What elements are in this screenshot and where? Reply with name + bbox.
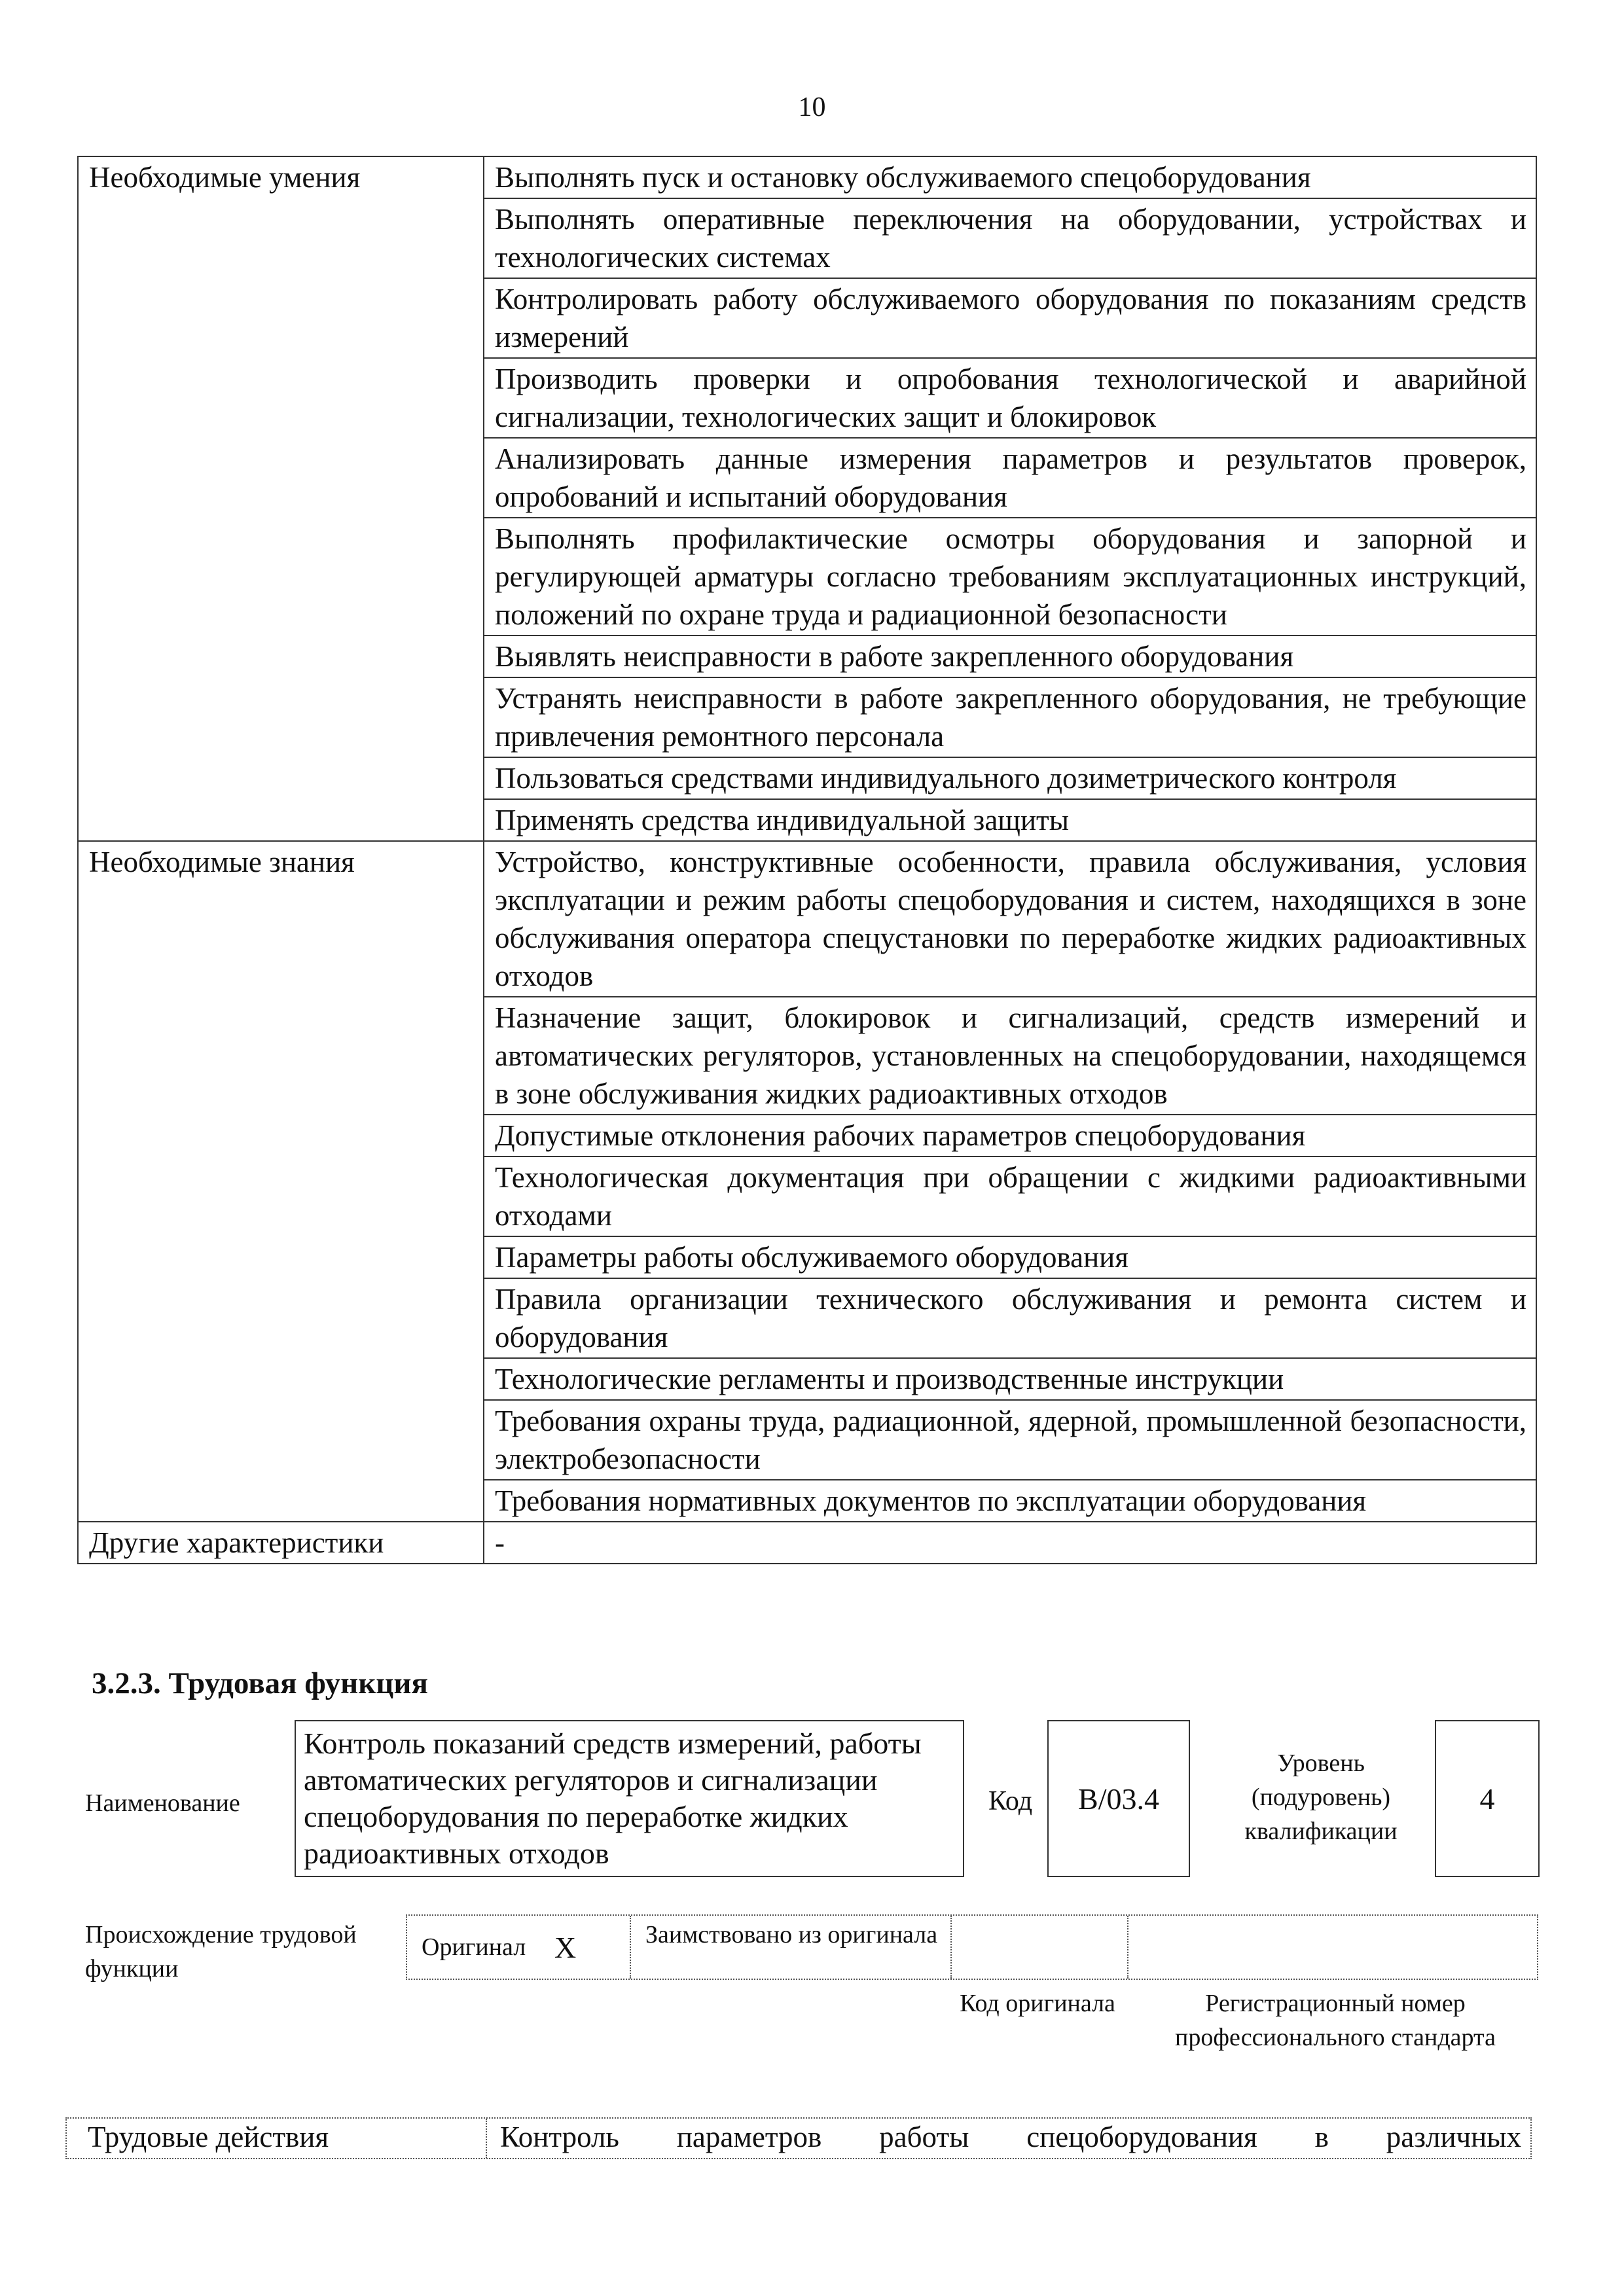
origin-label: Происхождение трудовой функции <box>85 1921 357 1982</box>
borrowed-label: Заимствовано из оригинала <box>630 1916 1350 1979</box>
code-label: Код <box>988 1786 1033 1816</box>
page-number: 10 <box>798 92 826 122</box>
registration-caption: Регистрационный номер профессионального стандарта <box>1175 1990 1496 2051</box>
labor-function-header <box>85 1720 1538 1882</box>
row-item: Выполнять оперативные переключения на оборудовании, устройствах и технологических системах <box>484 198 1536 278</box>
skills-knowledge-table <box>77 156 1537 1564</box>
row-item: Требования нормативных документов по эксплуатации оборудования <box>484 1480 1536 1522</box>
level-value: 4 <box>1435 1720 1540 1877</box>
row-item: Пользоваться средствами индивидуального дозиметрического контроля <box>484 757 1536 799</box>
row-item: Требования охраны труда, радиационной, ядерной, промышленной безопасности, электробезопасности <box>484 1400 1536 1480</box>
row-label: Другие характеристики <box>78 1522 484 1564</box>
row-item: Контролировать работу обслуживаемого оборудования по показаниям средств измерений <box>484 278 1536 358</box>
row-item: Устройство, конструктивные особенности, правила обслуживания, условия эксплуатации и режим работы спецоборудования и систем, находящихся в зоне обслуживания оператора спецустановки по переработке жидких радиоактивных отходов <box>484 841 1536 997</box>
row-label: Необходимые знания <box>78 841 484 1522</box>
row-item: Правила организации технического обслуживания и ремонта систем и оборудования <box>484 1278 1536 1358</box>
row-item: Производить проверки и опробования технологической и аварийной сигнализации, технологических защит и блокировок <box>484 358 1536 438</box>
table-row <box>78 841 1536 997</box>
row-item: Выполнять пуск и остановку обслуживаемого спецоборудования <box>484 156 1536 198</box>
row-item: Устранять неисправности в работе закрепленного оборудования, не требующие привлечения ремонтного персонала <box>484 677 1536 757</box>
actions-first-item: Контроль параметров работы спецоборудования в различных <box>500 2121 1521 2153</box>
original-mark: X <box>554 1930 577 1964</box>
row-item: - <box>484 1522 1536 1564</box>
table-row <box>78 156 1536 198</box>
level-label: Уровень (подуровень) квалификации <box>1244 1749 1398 1845</box>
code-value: B/03.4 <box>1047 1720 1190 1877</box>
name-label: Наименование <box>85 1789 240 1817</box>
row-item: Технологическая документация при обращении с жидкими радиоактивными отходами <box>484 1157 1536 1236</box>
row-item: Параметры работы обслуживаемого оборудования <box>484 1236 1536 1278</box>
row-label: Необходимые умения <box>78 156 484 841</box>
name-value: Контроль показаний средств измерений, работы автоматических регуляторов и сигнализации спецоборудования по переработке жидких радиоактивных отходов <box>295 1720 964 1877</box>
skills-table-body <box>78 156 1536 1564</box>
actions-separator <box>486 2119 487 2158</box>
origin-grid <box>406 1914 1538 1980</box>
code-caption: Код оригинала <box>960 1990 1115 2017</box>
table-row <box>78 1522 1536 1564</box>
actions-label: Трудовые действия <box>88 2121 329 2153</box>
row-item: Применять средства индивидуальной защиты <box>484 799 1536 841</box>
original-label: Оригинал <box>422 1933 526 1961</box>
row-item: Технологические регламенты и производственные инструкции <box>484 1358 1536 1400</box>
labor-actions-row <box>65 2117 1532 2159</box>
row-item: Допустимые отклонения рабочих параметров спецоборудования <box>484 1115 1536 1157</box>
row-item: Назначение защит, блокировок и сигнализаций, средств измерений и автоматических регуляторов, установленных на спецоборудовании, находящемся в зоне обслуживания жидких радиоактивных отходов <box>484 997 1536 1115</box>
section-heading: 3.2.3. Трудовая функция <box>92 1666 428 1700</box>
registration-number-cell <box>1127 1916 1538 1979</box>
original-code-cell <box>950 1916 1127 1979</box>
row-item: Выявлять неисправности в работе закрепленного оборудования <box>484 636 1536 677</box>
row-item: Выполнять профилактические осмотры оборудования и запорной и регулирующей арматуры согласно требованиям эксплуатационных инструкций, положений по охране труда и радиационной безопасности <box>484 518 1536 636</box>
row-item: Анализировать данные измерения параметров и результатов проверок, опробований и испытаний оборудования <box>484 438 1536 518</box>
